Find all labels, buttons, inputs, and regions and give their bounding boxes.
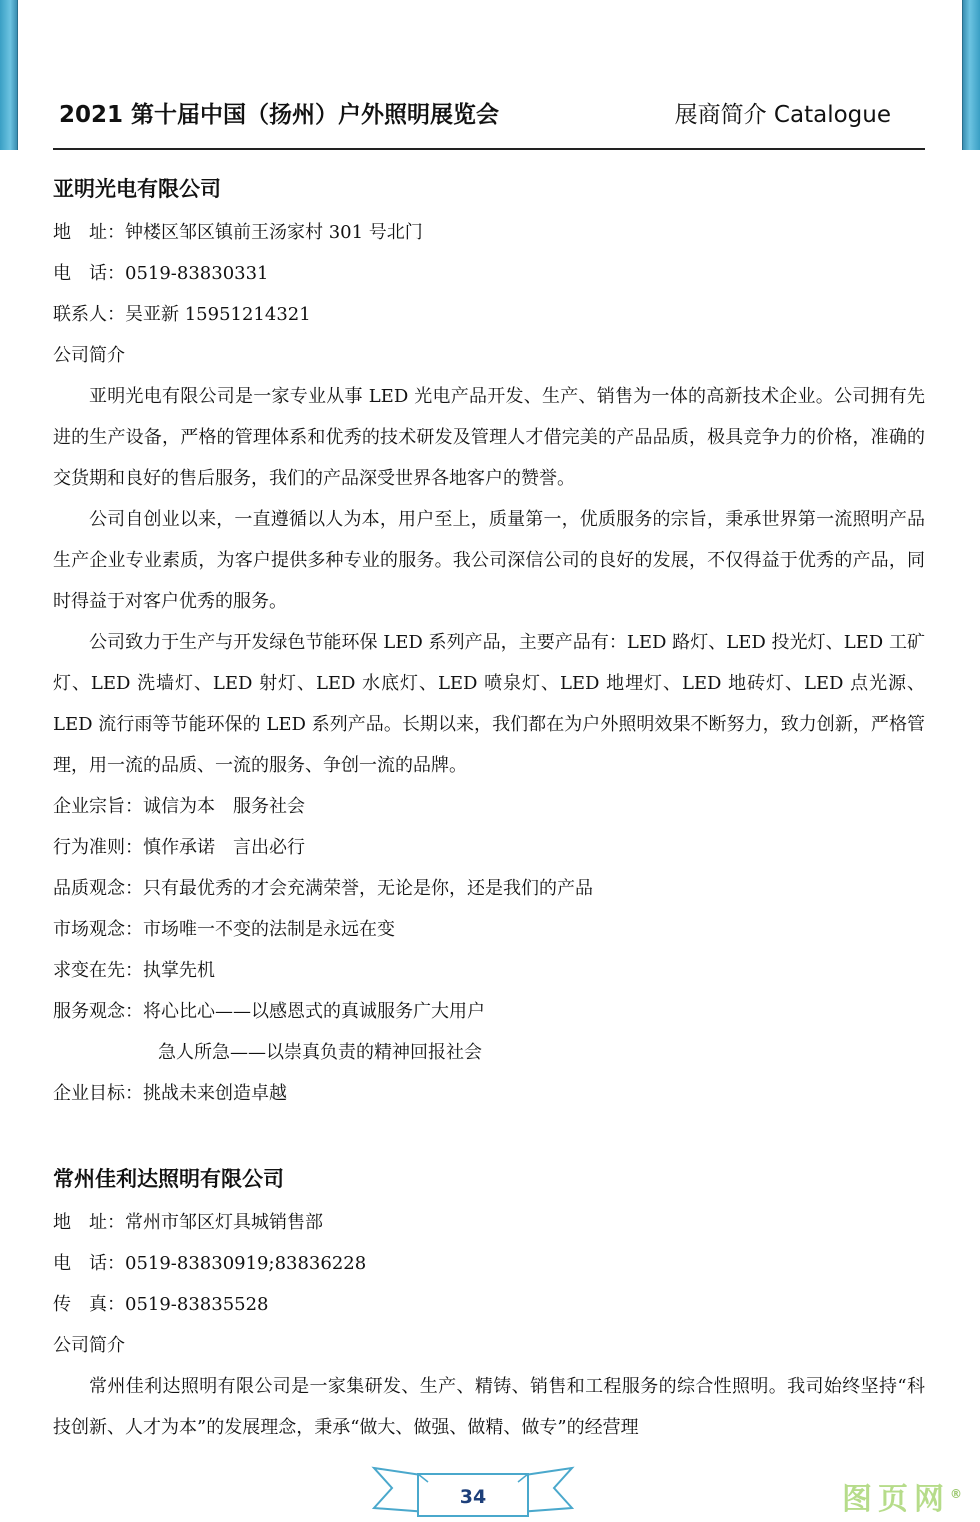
company-phone: 电 话：0519-83830919;83836228 [53,1253,367,1274]
exhibition-title: 2021 第十届中国（扬州）户外照明展览会 [59,102,500,128]
company-address: 地 址：钟楼区邹区镇前王汤家村 301 号北门 [53,222,423,243]
left-edge-tab [0,0,18,150]
right-edge-tab [962,0,980,150]
tenet-line: 企业宗旨：诚信为本 服务社会 [53,796,305,817]
intro-paragraph: 公司自创业以来，一直遵循以人为本，用户至上，质量第一，优质服务的宗旨，秉承世界第一流照明产品生产企业专业素质，为客户提供多种专业的服务。我公司深信公司的良好的发展，不仅得益于优秀的产品，同时得益于对客户优秀的服务。 [53,509,925,612]
tenet-line: 市场观念：市场唯一不变的法制是永远在变 [53,919,395,940]
tenet-line: 行为准则：慎作承诺 言出必行 [53,837,305,858]
registered-mark: ® [950,1487,962,1501]
company-fax: 传 真：0519-83835528 [53,1294,269,1315]
company-goal: 企业目标：挑战未来创造卓越 [53,1083,287,1104]
company-entry-1 [53,174,925,1114]
tenet-line: 求变在先：执掌先机 [53,960,215,981]
tenet-line: 品质观念：只有最优秀的才会充满荣誉，无论是你，还是我们的产品 [53,878,593,899]
company-phone: 电 话：0519-83830331 [53,263,269,284]
company-entry-2 [53,1164,925,1448]
page-number: 34 [459,1486,487,1508]
page-footer [370,1462,576,1522]
header-divider [53,148,925,150]
page-header [53,96,925,136]
intro-paragraph: 公司致力于生产与开发绿色节能环保 LED 系列产品，主要产品有：LED 路灯、LED 投光灯、LED 工矿灯、LED 洗墙灯、LED 射灯、LED 水底灯、LED 喷泉灯、LED 地埋灯、LED 地砖灯、LED 点光源、LED 流行雨等节能环保的 LED 系列产品。长期以来，我们都在为户外照明效果不断努力，致力创新，严格管理，用一流的品质、一流的服务、争创一流的品牌。 [53,632,925,776]
watermark-logo [842,1474,962,1518]
company-address: 地 址：常州市邹区灯具城销售部 [53,1212,323,1233]
company-contact: 联系人：吴亚新 15951214321 [53,304,311,325]
intro-paragraph: 亚明光电有限公司是一家专业从事 LED 光电产品开发、生产、销售为一体的高新技术企业。公司拥有先进的生产设备，严格的管理体系和优秀的技术研发及管理人才借完美的产品品质，极具竞争力的价格，准确的交货期和良好的售后服务，我们的产品深受世界各地客户的赞誉。 [53,386,925,489]
company-name: 常州佳利达照明有限公司 [53,1167,284,1191]
watermark-text: 图页网 [842,1482,950,1517]
section-title: 展商简介 Catalogue [674,102,891,128]
tenet-line: 服务观念：将心比心——以感恩式的真诚服务广大用户 [53,1001,485,1022]
intro-paragraph: 常州佳利达照明有限公司是一家集研发、生产、精铸、销售和工程服务的综合性照明。我司始终坚持“科技创新、人才为本”的发展理念，秉承“做大、做强、做精、做专”的经营理 [53,1376,925,1438]
company-name: 亚明光电有限公司 [53,177,221,201]
intro-label: 公司简介 [53,1335,125,1356]
tenet-line-continued: 急人所急——以崇真负责的精神回报社会 [158,1042,482,1063]
intro-label: 公司简介 [53,345,125,366]
page-content [53,160,925,1448]
